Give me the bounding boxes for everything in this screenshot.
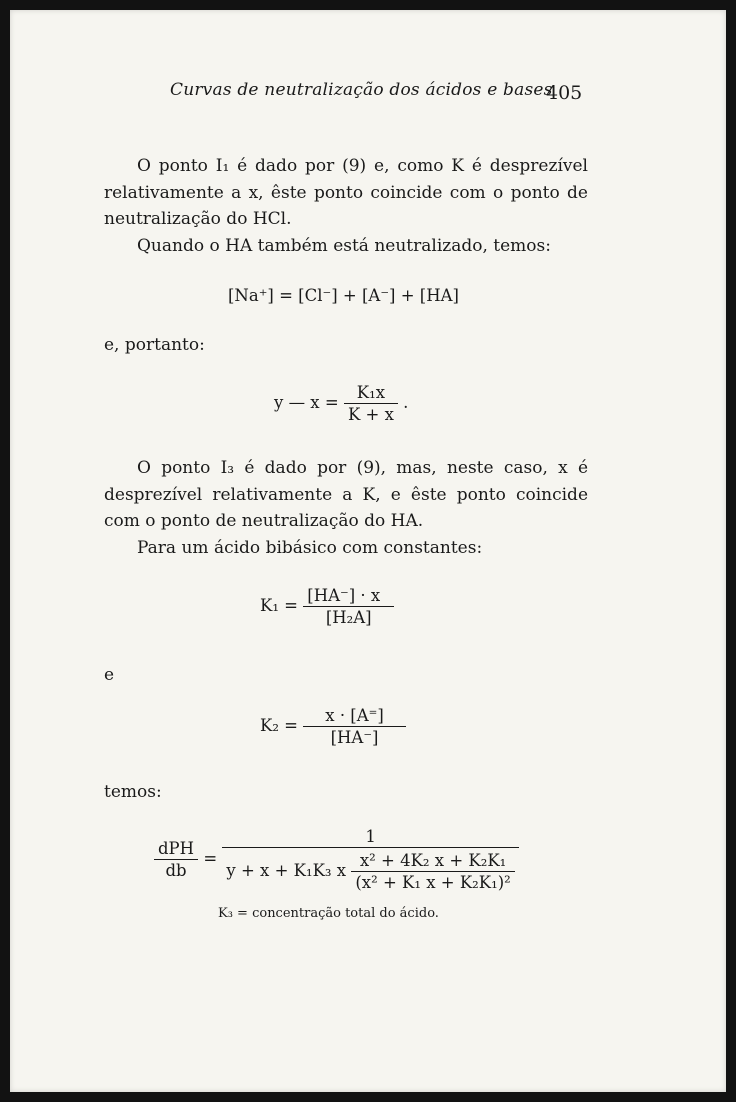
eq4-numerator: x · [A⁼] xyxy=(303,706,406,727)
equation-charge-balance: [Na⁺] = [Cl⁻] + [A⁻] + [HA] xyxy=(228,286,459,305)
paragraph-2-text: Quando o HA também está neutralizado, temos: xyxy=(137,236,551,256)
eq4-denominator: [HA⁻] xyxy=(330,728,379,747)
equation-y-minus-x xyxy=(274,383,408,424)
page-number: 405 xyxy=(546,82,583,104)
eq3-lhs: K₁ = xyxy=(260,596,299,615)
paragraph-2 xyxy=(104,233,588,260)
equation-k2 xyxy=(260,706,406,747)
paragraph-6 xyxy=(104,662,588,689)
paragraph-6-text: e xyxy=(104,665,115,685)
eq5-denominator xyxy=(222,848,518,892)
eq5-denominator-prefix: y + x + K₁K₃ x xyxy=(226,861,347,880)
eq2-numerator: K₁x xyxy=(344,383,398,404)
paragraph-3-text: e, portanto: xyxy=(104,335,205,355)
eq5-numerator: 1 xyxy=(222,827,518,848)
paragraph-5 xyxy=(104,535,588,562)
eq2-denominator: K + x xyxy=(347,405,394,424)
equation-dph-db xyxy=(154,827,519,892)
eq5-main-fraction xyxy=(222,827,518,892)
eq5-inner-denominator: (x² + K₁ x + K₂K₁)² xyxy=(355,873,511,892)
eq5-equals: = xyxy=(203,849,218,868)
eq3-fraction xyxy=(303,586,394,627)
eq3-denominator: [H₂A] xyxy=(325,608,372,627)
paragraph-1 xyxy=(104,153,588,233)
eq5-lhs-numerator: dPH xyxy=(154,839,198,860)
eq5-inner-fraction xyxy=(351,851,514,892)
eq5-lhs-fraction xyxy=(154,839,198,880)
equation-k1 xyxy=(260,586,394,627)
eq2-period: . xyxy=(403,393,409,412)
eq5-inner-numerator: x² + 4K₂ x + K₂K₁ xyxy=(351,851,514,872)
document-page xyxy=(10,10,726,1092)
eq3-numerator: [HA⁻] · x xyxy=(303,586,394,607)
paragraph-1-text: O ponto I₁ é dado por (9) e, como K é desprezível relativamente a x, êste ponto coincide com o ponto de neutralização do HCl. xyxy=(104,156,588,229)
eq5-lhs-denominator: db xyxy=(165,861,187,880)
eq2-fraction xyxy=(344,383,398,424)
paragraph-7-text: temos: xyxy=(104,782,162,802)
paragraph-3 xyxy=(104,332,588,359)
paragraph-4-text: O ponto I₃ é dado por (9), mas, neste caso, x é desprezível relativamente a K, e êste ponto coincide com o ponto de neutralização do HA. xyxy=(104,458,588,531)
paragraph-5-text: Para um ácido bibásico com constantes: xyxy=(137,538,483,558)
footnote: K₃ = concentração total do ácido. xyxy=(218,906,439,921)
running-title: Curvas de neutralização dos ácidos e bases xyxy=(170,80,553,100)
paragraph-4 xyxy=(104,455,588,535)
eq2-lhs: y — x = xyxy=(274,393,339,412)
eq4-lhs: K₂ = xyxy=(260,716,299,735)
paragraph-7 xyxy=(104,779,588,806)
eq4-fraction xyxy=(303,706,406,747)
